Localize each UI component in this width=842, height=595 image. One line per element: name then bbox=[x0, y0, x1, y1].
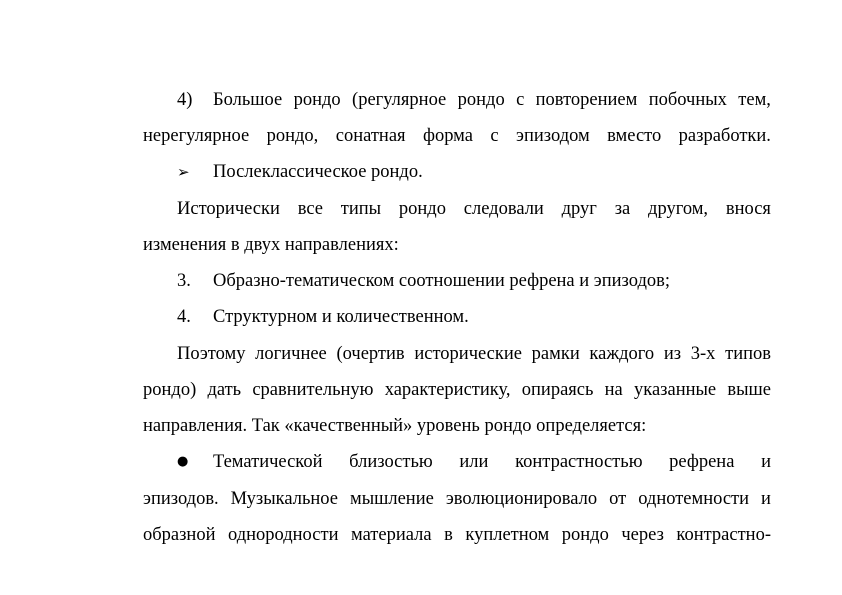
list-marker: 4. bbox=[177, 307, 191, 327]
word: логичнее bbox=[255, 344, 327, 364]
word: эпизодов. bbox=[143, 489, 219, 509]
list-item-thematic-proximity bbox=[177, 450, 771, 476]
list-item-3-thematic bbox=[177, 269, 771, 293]
word: мышление bbox=[349, 489, 434, 509]
word: форма bbox=[422, 126, 473, 146]
word: повторением bbox=[535, 90, 638, 110]
list-marker: 3. bbox=[177, 271, 191, 291]
paragraph-line bbox=[177, 197, 771, 221]
word: рамки bbox=[531, 344, 580, 364]
word: все bbox=[297, 199, 323, 219]
word: с bbox=[490, 126, 499, 146]
word: дать bbox=[207, 380, 242, 400]
word: эпизодом bbox=[516, 126, 590, 146]
word: следовали bbox=[463, 199, 544, 219]
word: разработки. bbox=[678, 126, 771, 146]
word: рондо, bbox=[266, 126, 319, 146]
word: однородности bbox=[228, 525, 339, 545]
word: Исторически bbox=[177, 199, 280, 219]
paragraph-text: направления. Так «качественный» уровень рондо определяется: bbox=[143, 416, 647, 436]
word: рондо) bbox=[143, 380, 197, 400]
word: Музыкальное bbox=[230, 489, 338, 509]
word: сравнительную bbox=[252, 380, 374, 400]
word: побочных bbox=[648, 90, 727, 110]
word: материала bbox=[350, 525, 432, 545]
word: на bbox=[604, 380, 623, 400]
word: и bbox=[761, 452, 771, 472]
word: с bbox=[516, 90, 525, 110]
word: куплетном bbox=[465, 525, 550, 545]
word: близостью bbox=[349, 452, 433, 472]
word: эволюционировало bbox=[445, 489, 598, 509]
word: выше bbox=[727, 380, 771, 400]
paragraph-line bbox=[143, 523, 771, 547]
word: из bbox=[663, 344, 682, 364]
list-item-4-large-rondo bbox=[177, 88, 771, 112]
word: Большое bbox=[213, 90, 283, 110]
word: Тематической bbox=[213, 452, 323, 472]
list-item-4-structural bbox=[177, 305, 771, 329]
paragraph-line bbox=[143, 487, 771, 511]
word: (регулярное bbox=[352, 90, 447, 110]
word: рондо bbox=[561, 525, 609, 545]
word: каждого bbox=[589, 344, 655, 364]
paragraph-text: Структурном и количественном. bbox=[213, 307, 469, 327]
word: (очертив bbox=[336, 344, 405, 364]
paragraph-text bbox=[213, 450, 771, 474]
word: однотемности bbox=[638, 489, 750, 509]
word: рондо bbox=[293, 90, 341, 110]
word: Поэтому bbox=[177, 344, 246, 364]
word: 3-х bbox=[690, 344, 716, 364]
word: другом, bbox=[648, 199, 709, 219]
word: друг bbox=[561, 199, 597, 219]
word: рефрена bbox=[669, 452, 735, 472]
word: типов bbox=[725, 344, 771, 364]
paragraph-text: Образно-тематическом соотношении рефрена и эпизодов; bbox=[213, 271, 670, 291]
paragraph-line bbox=[143, 124, 771, 148]
paragraph-line bbox=[177, 342, 771, 366]
word: характеристику, bbox=[384, 380, 511, 400]
word: вместо bbox=[607, 126, 662, 146]
word: нерегулярное bbox=[143, 126, 250, 146]
paragraph-line bbox=[143, 233, 771, 257]
word: образной bbox=[143, 525, 216, 545]
word: внося bbox=[725, 199, 771, 219]
word: указанные bbox=[634, 380, 717, 400]
paragraph-line bbox=[143, 414, 771, 438]
list-marker: 4) bbox=[177, 90, 193, 110]
word: и bbox=[761, 489, 771, 509]
paragraph-text: Послеклассическое рондо. bbox=[213, 162, 423, 182]
word: через bbox=[621, 525, 664, 545]
word: или bbox=[459, 452, 489, 472]
arrowhead-bullet-icon: ➢ bbox=[177, 163, 190, 181]
word: типы bbox=[340, 199, 382, 219]
word: рондо bbox=[398, 199, 446, 219]
list-item-postclassical-rondo bbox=[177, 160, 771, 184]
word: опираясь bbox=[521, 380, 594, 400]
word: контрастно- bbox=[676, 525, 771, 545]
round-bullet-icon: ● bbox=[177, 454, 189, 469]
word: рондо bbox=[457, 90, 505, 110]
word: в bbox=[444, 525, 453, 545]
word: сонатная bbox=[335, 126, 406, 146]
paragraph-text: изменения в двух направлениях: bbox=[143, 235, 399, 255]
word: тем, bbox=[738, 90, 771, 110]
word: от bbox=[609, 489, 627, 509]
word: контрастностью bbox=[515, 452, 643, 472]
word: за bbox=[614, 199, 631, 219]
paragraph-text bbox=[213, 88, 771, 112]
paragraph-line bbox=[143, 378, 771, 402]
word: исторические bbox=[414, 344, 522, 364]
